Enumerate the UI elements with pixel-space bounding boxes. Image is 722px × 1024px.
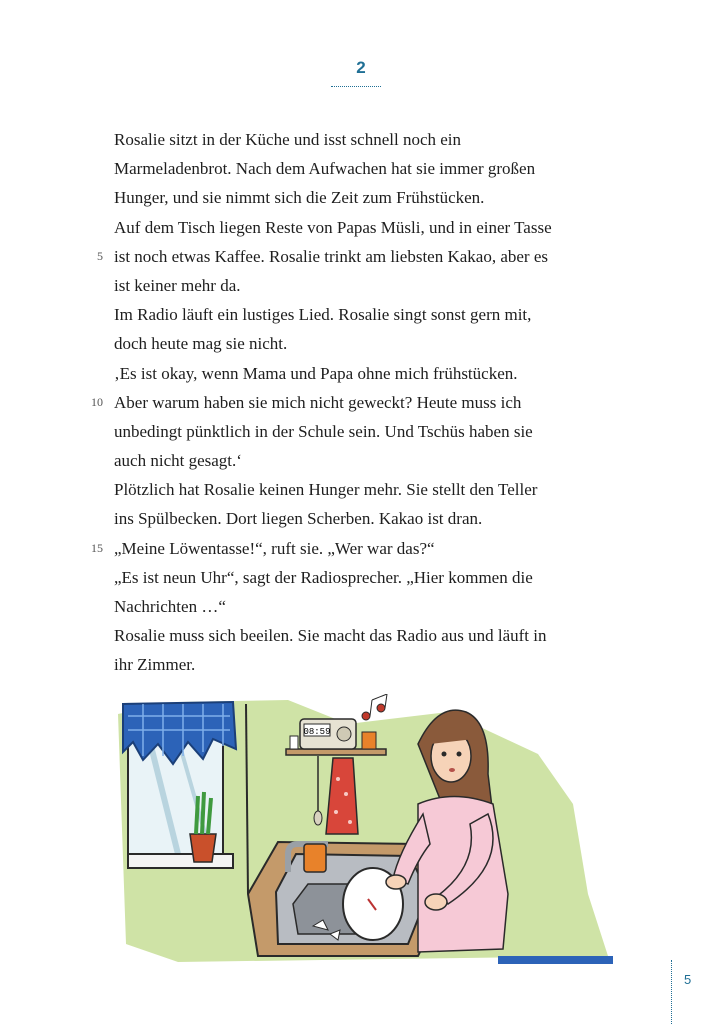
text-line	[0, 213, 722, 242]
line-text: auch nicht gesagt.‘	[114, 451, 242, 471]
text-line	[0, 621, 722, 650]
line-text: ihr Zimmer.	[114, 655, 196, 675]
page-rule	[671, 960, 672, 1024]
text-line	[0, 271, 722, 300]
clock-display: 08:59	[303, 727, 331, 737]
text-line	[0, 592, 722, 621]
text-line	[0, 417, 722, 446]
chapter-number: 2	[356, 58, 366, 77]
story-text	[0, 125, 722, 680]
line-text: Hunger, und sie nimmt sich die Zeit zum Frühstücken.	[114, 188, 485, 208]
text-line	[0, 475, 722, 504]
text-line	[0, 359, 722, 388]
line-number: 10	[91, 394, 103, 409]
text-line	[0, 154, 722, 183]
line-text: „Es ist neun Uhr“, sagt der Radiosprecher. „Hier kommen die	[114, 567, 533, 587]
text-line	[0, 563, 722, 592]
line-text: doch heute mag sie nicht.	[114, 334, 288, 354]
text-line	[0, 329, 722, 358]
line-text: Rosalie sitzt in der Küche und isst schnell noch ein	[114, 130, 462, 149]
line-text: ‚Es ist okay, wenn Mama und Papa ohne mich frühstücken.	[114, 363, 518, 383]
jar-shape	[362, 732, 376, 749]
line-text: Plötzlich hat Rosalie keinen Hunger mehr. Sie stellt den Teller	[114, 480, 538, 500]
text-line	[0, 125, 722, 154]
mug-shape	[304, 844, 326, 872]
chapter-divider	[331, 86, 381, 87]
radio-shape	[300, 719, 356, 749]
salt-shaker-shape	[290, 736, 298, 749]
line-text: Nachrichten …“	[114, 597, 226, 616]
text-line	[0, 504, 722, 533]
text-line	[0, 388, 722, 417]
page-number: 5	[684, 972, 692, 987]
line-number: 15	[91, 540, 103, 555]
line-text: Auf dem Tisch liegen Reste von Papas Müsli, und in einer Tasse	[114, 217, 552, 237]
line-number: 5	[97, 248, 103, 263]
text-line	[0, 242, 722, 271]
shelf-shape	[286, 749, 386, 755]
kitchen-illustration	[118, 694, 618, 976]
spoon-shape	[314, 811, 322, 825]
text-line	[0, 534, 722, 563]
line-text: ist keiner mehr da.	[114, 275, 241, 295]
text-line	[0, 446, 722, 475]
music-note-icon	[362, 694, 387, 720]
line-text: Im Radio läuft ein lustiges Lied. Rosalie singt sonst gern mit,	[114, 305, 532, 325]
text-line	[0, 300, 722, 329]
line-text: „Meine Löwentasse!“, ruft sie. „Wer war das?“	[114, 538, 435, 558]
line-text: Aber warum haben sie mich nicht geweckt? Heute muss ich	[114, 392, 522, 412]
line-text: ins Spülbecken. Dort liegen Scherben. Kakao ist dran.	[114, 509, 483, 529]
text-line	[0, 183, 722, 212]
text-line	[0, 650, 722, 679]
line-text: ist noch etwas Kaffee. Rosalie trinkt am liebsten Kakao, aber es	[114, 246, 548, 266]
line-text: Rosalie muss sich beeilen. Sie macht das Radio aus und läuft in	[114, 626, 547, 646]
line-text: unbedingt pünktlich in der Schule sein. Und Tschüs haben sie	[114, 421, 533, 441]
floor-shape	[498, 956, 613, 964]
line-text: Marmeladenbrot. Nach dem Aufwachen hat sie immer großen	[114, 159, 536, 179]
